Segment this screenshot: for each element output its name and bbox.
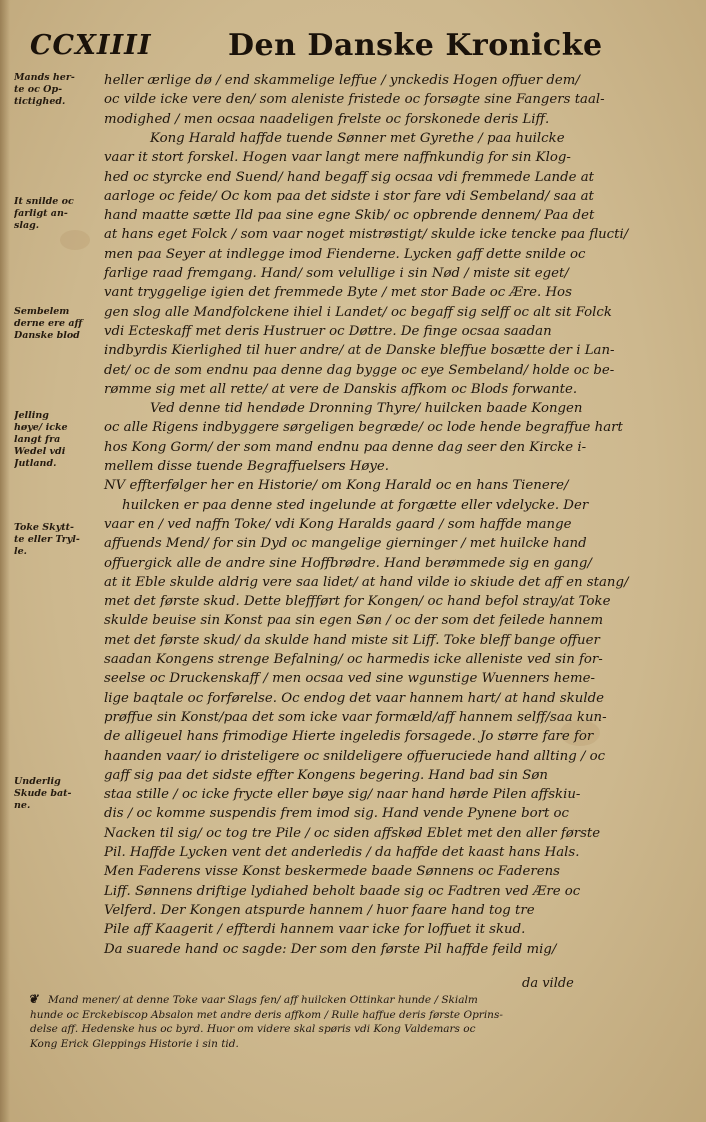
text-line: seelse oc Druckenskaff / men ocsaa ved sine wgunstige Wuenners heme- xyxy=(104,671,595,687)
text-line: haanden vaar/ io dristeligere oc snildeligere offueruciede hand allting / oc xyxy=(104,748,606,764)
text-line: prøffue sin Konst/paa det som icke vaar formæld/aff hannem selff/saa kun- xyxy=(104,709,607,725)
margin-note-line: Jelling xyxy=(14,410,49,421)
text-line: offuergick alle de andre sine Hoffbrødre. Hand berømmede sig en gang/ xyxy=(104,555,592,571)
text-line: oc alle Rigens indbyggere sørgeligen begræde/ oc lode hende begraffue hart xyxy=(104,420,623,436)
footnote-line: Kong Erick Gleppings Historie i sin tid. xyxy=(30,1037,239,1050)
margin-note-line: Skude bat- xyxy=(14,788,72,799)
margin-note-line: ne. xyxy=(14,800,31,811)
text-line: at it Eble skulde aldrig vere saa lidet/ at hand vilde io skiude det aff en stang/ xyxy=(104,574,629,590)
margin-note-line: Mands her- xyxy=(14,72,75,83)
margin-note-line: slag. xyxy=(14,220,40,231)
text-line: de alligeuel hans frimodige Hierte ingeledis forsagede. Jo større fare for xyxy=(104,729,594,745)
text-line: met det første skud/ da skulde hand miste sit Liff. Toke bleff bange offuer xyxy=(104,632,600,648)
margin-note-line: It snilde oc xyxy=(14,196,74,207)
text-line: det/ oc de som endnu paa denne dag bygge oc eye Sembeland/ holde oc be- xyxy=(104,362,615,378)
text-line: vaar en / ved naffn Toke/ vdi Kong Haralds gaard / som haffde mange xyxy=(104,516,572,532)
text-line: aarloge oc feide/ Oc kom paa det sidste i stor fare vdi Sembeland/ saa at xyxy=(104,188,594,204)
margin-note-line: te oc Op- xyxy=(14,84,63,95)
text-line: farlige raad fremgang. Hand/ som velullige i sin Nød / miste sit eget/ xyxy=(104,266,569,281)
text-line: gen slog alle Mandfolckene ihiel i Landet/ oc begaff sig selff oc alt sit Folck xyxy=(104,304,612,320)
text-line: huilcken er paa denne sted ingelunde at forgætte eller vdelycke. Der xyxy=(122,497,589,513)
margin-note-line: Underlig xyxy=(14,776,61,787)
margin-note xyxy=(14,306,100,342)
margin-note-line: Sembelem xyxy=(14,306,70,317)
text-line: lige baqtale oc forførelse. Oc endog det vaar hannem hart/ at hand skulde xyxy=(104,690,604,706)
folio-number: CCXIIII xyxy=(30,30,152,61)
text-line: dis / oc komme suspendis frem imod sig. Hand vende Pynene bort oc xyxy=(104,806,570,822)
text-line: met det første skud. Dette bleffført for Kongen/ oc hand befol stray/at Toke xyxy=(104,594,611,610)
margin-note-line: te eller Tryl- xyxy=(14,534,80,545)
margin-note-line: tictighed. xyxy=(14,96,66,107)
margin-note xyxy=(14,776,100,812)
text-line: Ved denne tid hendøde Dronning Thyre/ huilcken baade Kongen xyxy=(150,401,583,417)
text-line: gaff sig paa det sidste effter Kongens begering. Hand bad sin Søn xyxy=(104,767,548,783)
text-line: heller ærlige dø / end skammelige leffue / ynckedis Hogen offuer dem/ xyxy=(104,73,580,88)
margin-note-line: le. xyxy=(14,546,27,557)
text-line: saadan Kongens strenge Befalning/ oc harmedis icke alleniste ved sin for- xyxy=(104,652,603,667)
text-line: Pile aff Kaagerit / effterdi hannem vaar icke for loffuet it skud. xyxy=(104,922,526,938)
running-title: Den Danske Kronicke xyxy=(228,28,603,63)
text-line: staa stille / oc icke frycte eller bøye sig/ naar hand hørde Pilen affskiu- xyxy=(104,787,581,803)
text-line: NV effterfølger her en Historie/ om Kong Harald oc en hans Tienere/ xyxy=(104,478,569,494)
margin-note-line: Wedel vdi xyxy=(14,446,66,457)
footnote-line: hunde oc Erckebiscop Absalon met andre deris affkom / Rulle haffue deris første Oprins- xyxy=(30,1008,503,1021)
footnote-ornament-icon: ❦ xyxy=(28,992,39,1006)
text-line: Pil. Haffde Lycken vent det anderledis / da haffde det kaast hans Hals. xyxy=(104,845,580,860)
text-line: mellem disse tuende Begraffuelsers Høye. xyxy=(104,459,389,474)
text-line: hand maatte sætte Ild paa sine egne Skib/ oc opbrende dennem/ Paa det xyxy=(104,208,595,224)
margin-note xyxy=(14,72,100,108)
margin-note-line: farligt an- xyxy=(14,208,68,219)
text-line: vant tryggelige igien det fremmede Byte / met stor Bade oc Ære. Hos xyxy=(104,285,572,301)
margin-note xyxy=(14,522,100,558)
catchword: da vilde xyxy=(522,976,574,991)
text-line: Men Faderens visse Konst beskermede baade Sønnens oc Faderens xyxy=(104,864,560,880)
footnote-line: delse aff. Hedenske hus oc byrd. Huor om videre skal spøris vdi Kong Valdemars oc xyxy=(30,1023,476,1035)
text-line: rømme sig met all rette/ at vere de Danskis affkom oc Blods forwante. xyxy=(104,381,578,397)
margin-note-line: høye/ icke xyxy=(14,422,68,433)
text-line: Liff. Sønnens driftige lydiahed beholt baade sig oc Fadtren ved Ære oc xyxy=(104,883,581,899)
text-line: men paa Seyer at indlegge imod Fienderne. Lycken gaff dette snilde oc xyxy=(104,246,586,262)
text-line: at hans eget Folck / som vaar noget mistrøstigt/ skulde icke tencke paa flucti/ xyxy=(104,227,629,243)
text-line: vaar it stort forskel. Hogen vaar langt mere naffnkundig for sin Klog- xyxy=(104,150,571,166)
margin-note-line: langt fra xyxy=(14,434,61,445)
text-line: Da suarede hand oc sagde: Der som den første Pil haffde feild mig/ xyxy=(104,941,557,957)
page-header xyxy=(30,28,670,72)
text-line: vdi Ecteskaff met deris Hustruer oc Døttre. De finge ocsaa saadan xyxy=(104,323,552,339)
margin-note-line: Jutland. xyxy=(14,458,57,469)
text-line: Nacken til sig/ oc tog tre Pile / oc siden affskød Eblet met den aller første xyxy=(104,825,601,841)
text-line: skulde beuise sin Konst paa sin egen Søn / oc der som det feilede hannem xyxy=(104,613,604,629)
text-line: hos Kong Gorm/ der som mand endnu paa denne dag seer den Kircke i- xyxy=(104,439,587,455)
margin-note-line: derne ere aff xyxy=(14,318,83,329)
margin-note xyxy=(14,410,100,470)
page-edge-shadow xyxy=(0,0,10,1122)
text-line: Kong Harald haffde tuende Sønner met Gyrethe / paa huilcke xyxy=(150,130,565,146)
text-line: modighed / men ocsaa naadeligen frelste oc forskonede deris Liff. xyxy=(104,111,550,127)
margin-notes xyxy=(14,0,100,1122)
margin-note xyxy=(14,196,100,232)
text-line: affuends Mend/ for sin Dyd oc mangelige gierninger / met huilcke hand xyxy=(104,536,587,552)
text-line: indbyrdis Kierlighed til huer andre/ at de Danske bleffue bosætte der i Lan- xyxy=(104,343,615,359)
text-line: Velferd. Der Kongen atspurde hannem / huor faare hand tog tre xyxy=(104,902,535,918)
margin-note-line: Toke Skytt- xyxy=(14,522,74,533)
margin-note-line: Danske blod xyxy=(14,330,80,341)
text-line: oc vilde icke vere den/ som aleniste fristede oc forsøgte sine Fangers taal- xyxy=(104,92,605,108)
text-line: hed oc styrcke end Suend/ hand begaff sig ocsaa vdi fremmede Lande at xyxy=(104,169,594,185)
footnote-line: Mand mener/ at denne Toke vaar Slags fen/ aff huilcken Ottinkar hunde / Skialm xyxy=(48,994,478,1006)
